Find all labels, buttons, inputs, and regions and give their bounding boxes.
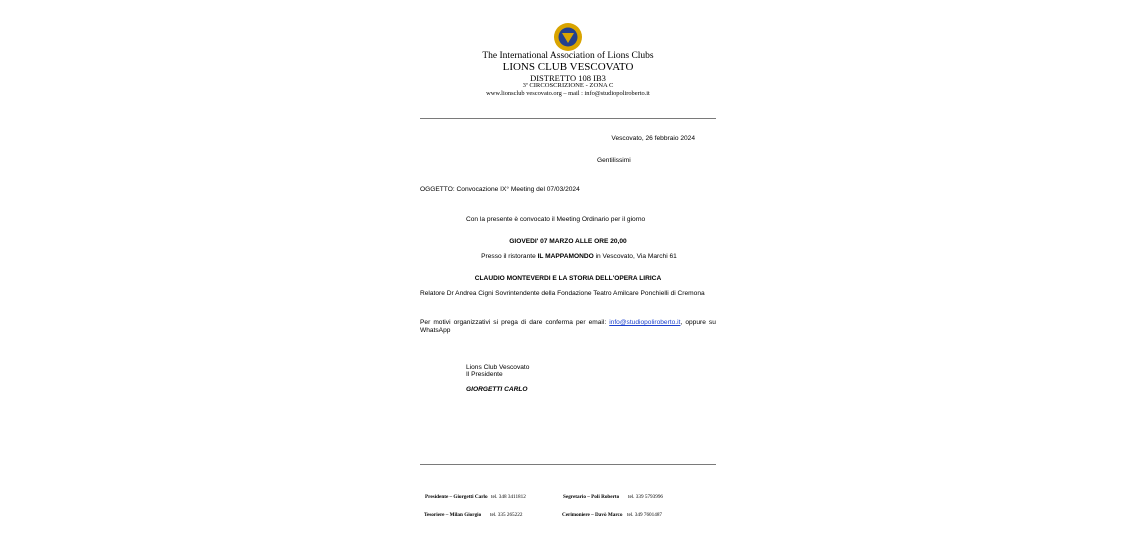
venue-line [320,253,838,260]
venue-suffix: in Vescovato, Via Marchi 61 [593,253,677,260]
footer-treasurer-label: Tesoriere – Milan Giorgio [424,512,482,518]
confirm-word: di [521,319,527,326]
contacts-line: www.lionsclub vescovato.org – mail : info@studiopoliroberto.it [486,90,650,97]
confirm-email-link[interactable]: info@studiopoliroberto.it [609,319,681,326]
confirm-word: prega [501,319,518,326]
confirm-word: email: [588,319,607,326]
speaker-line: Relatore Dr Andrea Cigni Sovrintendente della Fondazione Teatro Amilcare Ponchielli di Cremona [420,290,705,297]
intro-line: Con la presente è convocato il Meeting Ordinario per il giorno [466,216,646,223]
salutation: Gentilissimi [597,157,631,164]
confirm-word: dare [529,319,543,326]
lions-emblem-icon [553,22,583,52]
footer-secretary-tel: tel. 339 5793996 [628,494,664,500]
meeting-datetime: GIOVEDI' 07 MARZO ALLE ORE 20,00 [509,238,627,245]
org-line: The International Association of Lions Clubs [482,51,654,61]
footer-ceremony-label: Cerimoniere – Davò Marco [562,512,623,518]
subject-line: OGGETTO: Convocazione IX° Meeting del 07/03/2024 [420,186,580,193]
footer-secretary-label: Segretario – Poli Roberto [563,494,620,500]
footer-president-label: Presidente – Giorgetti Carlo [425,494,488,500]
date-line: Vescovato, 26 febbraio 2024 [611,135,695,142]
footer-ceremony-tel: tel. 349 7601487 [627,512,663,518]
venue-prefix: Presso il ristorante [481,253,538,260]
footer-president-tel: tel. 348 3411812 [491,494,526,500]
signature-name: GIORGETTI CARLO [466,386,528,393]
confirm-word: su [708,319,716,326]
confirm-comma: , [680,319,683,326]
confirm-word: conferma [545,319,573,326]
signature-club: Lions Club Vescovato [466,364,530,371]
confirm-word: motivi [433,319,451,326]
header-divider [420,118,716,119]
confirm-word: si [493,319,499,326]
confirm-word: Per [420,319,431,326]
circoscrizione-line: 3ª CIRCOSCRIZIONE - ZONA C [522,82,614,89]
confirm-line [420,319,716,326]
meeting-topic: CLAUDIO MONTEVERDI E LA STORIA DELL'OPERA LIRICA [474,275,662,282]
confirm-word: organizzativi [453,319,491,326]
confirm-word: per [576,319,586,326]
confirm-line-2: WhatsApp [420,327,451,334]
footer-divider [420,464,716,465]
footer-treasurer-tel: tel. 335 265222 [490,512,523,518]
confirm-word: oppure [685,319,706,326]
venue-name: IL MAPPAMONDO [537,253,594,260]
district-line: DISTRETTO 108 IB3 [530,73,606,83]
signature-role: Il Presidente [466,371,503,378]
club-name: LIONS CLUB VESCOVATO [502,61,634,73]
